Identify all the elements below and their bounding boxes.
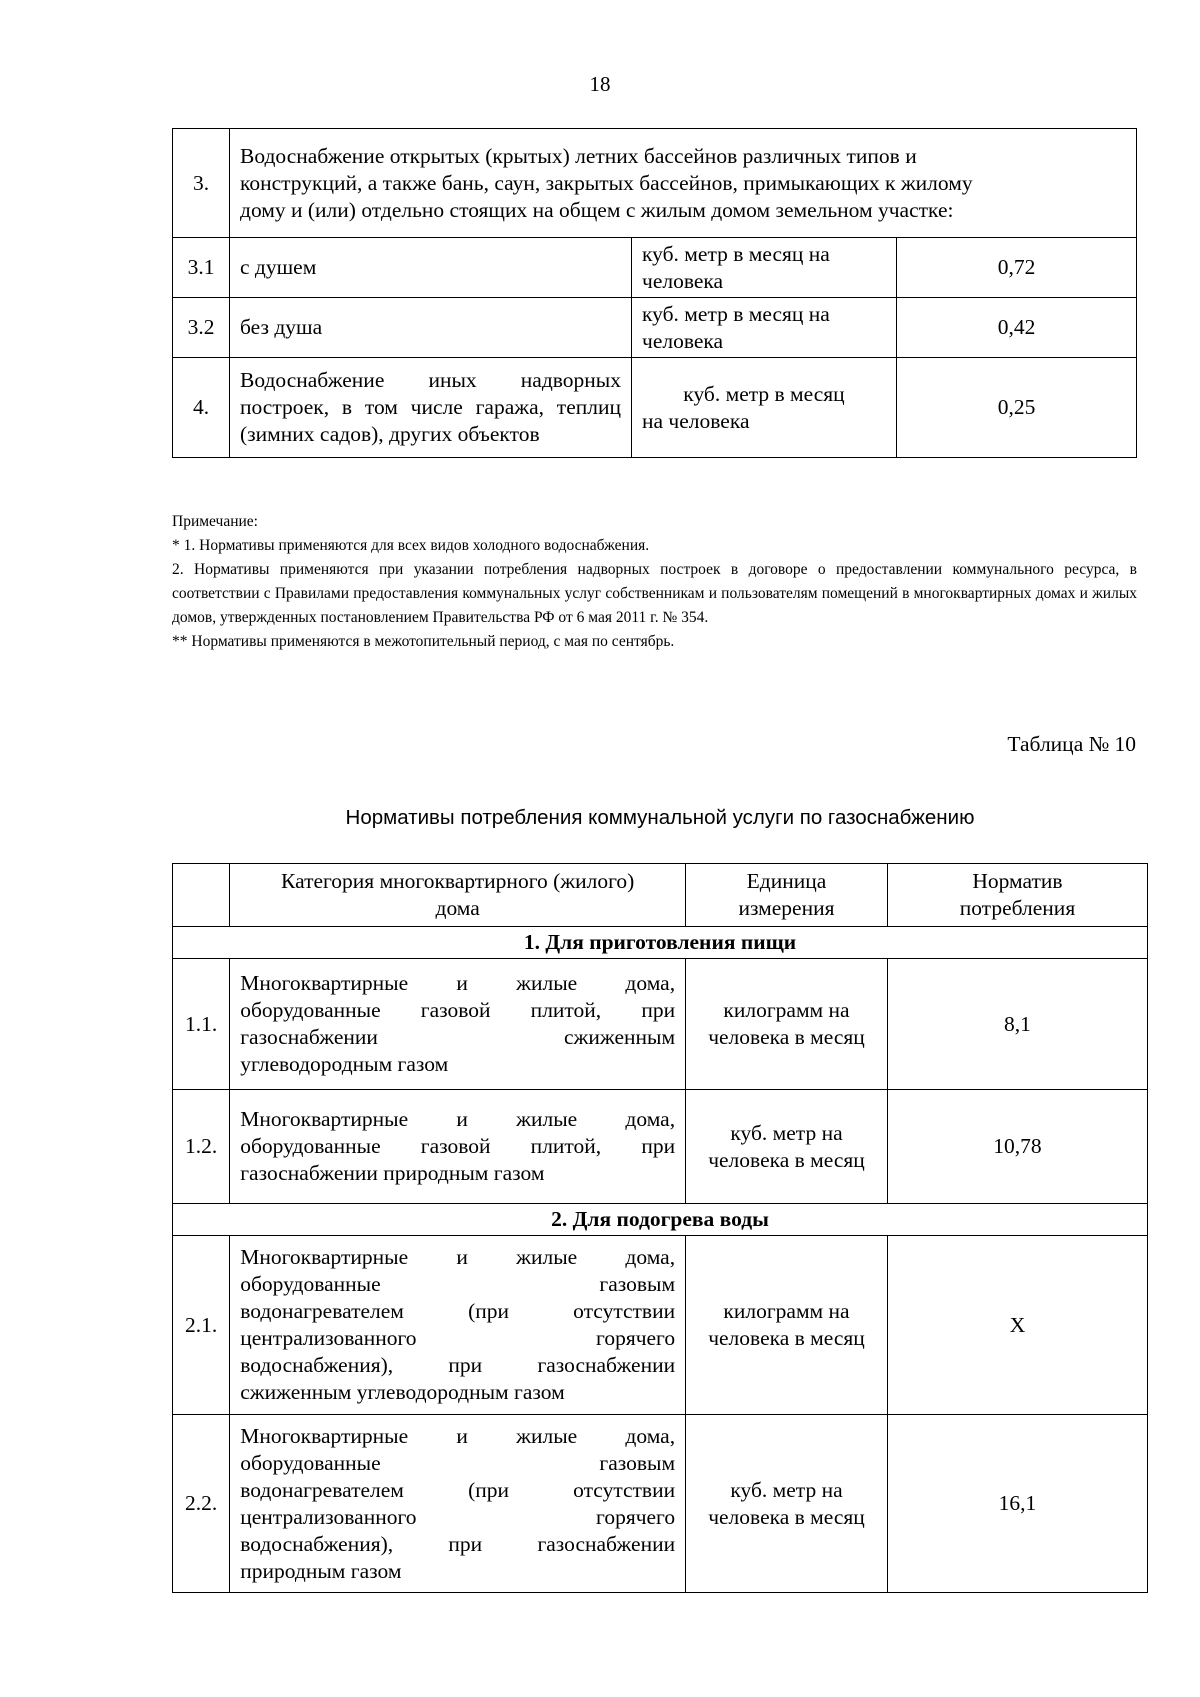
row-value: 16,1 <box>887 1415 1147 1593</box>
row-description: Многоквартирные и жилые дома, оборудованные газовым водонагревателем (при отсутствии централизованного горячего водоснабжения), при газоснабжении сжиженным углеводородным газом <box>230 1236 686 1415</box>
row-description: Многоквартирные и жилые дома, оборудованные газовой плитой, при газоснабжении природным газом <box>230 1090 686 1204</box>
table-row <box>173 1415 1148 1593</box>
row-description: Многоквартирные и жилые дома, оборудованные газовой плитой, при газоснабжении сжиженным углеводородным газом <box>230 959 686 1090</box>
row-unit: куб. метр в месяц на человека <box>632 238 897 298</box>
section-title: 2. Для подогрева воды <box>173 1204 1148 1236</box>
table-header-row <box>173 864 1148 927</box>
page-number: 18 <box>589 72 611 96</box>
header-number-cell <box>173 864 230 927</box>
gas-supply-norms-table <box>172 863 1148 1593</box>
row-value: 0,72 <box>897 238 1137 298</box>
row-unit: килограмм на человека в месяц <box>686 1236 888 1415</box>
row-value: Х <box>887 1236 1147 1415</box>
row-unit: килограмм на человека в месяц <box>686 959 888 1090</box>
table-row <box>173 1236 1148 1415</box>
row-number: 3.1 <box>173 238 230 298</box>
header-norm: Норматив потребления <box>887 864 1147 927</box>
row-number: 1.2. <box>173 1090 230 1204</box>
table-title: Нормативы потребления коммунальной услуги по газоснабжению <box>345 806 975 829</box>
row-description: Водоснабжение иных надворных построек, в том числе гаража, теплиц (зимних садов), других объектов <box>230 358 632 458</box>
row-number: 3. <box>173 129 230 238</box>
row-description: Водоснабжение открытых (крытых) летних бассейнов различных типов и конструкций, а также бань, саун, закрытых бассейнов, примыкающих к жилому дому и (или) отдельно стоящих на общем с жилым домом земельном участке: <box>230 129 1137 238</box>
water-supply-norms-table <box>172 128 1137 458</box>
header-unit: Единица измерения <box>686 864 888 927</box>
row-value: 10,78 <box>887 1090 1147 1204</box>
row-description: с душем <box>230 238 632 298</box>
row-unit: куб. метр на человека в месяц <box>686 1415 888 1593</box>
row-value: 0,25 <box>897 358 1137 458</box>
note-item: ** Нормативы применяются в межотопительный период, с мая по сентябрь. <box>172 633 675 650</box>
row-number: 3.2 <box>173 298 230 358</box>
notes <box>172 510 1137 654</box>
table-row <box>173 959 1148 1090</box>
note-item: * 1. Нормативы применяются для всех видов холодного водоснабжения. <box>172 537 650 554</box>
row-unit: куб. метр в месяц на человека <box>632 358 897 458</box>
row-value: 0,42 <box>897 298 1137 358</box>
row-description: без душа <box>230 298 632 358</box>
row-value: 8,1 <box>887 959 1147 1090</box>
table-row <box>173 129 1137 238</box>
table-row <box>173 358 1137 458</box>
row-number: 2.2. <box>173 1415 230 1593</box>
row-number: 1.1. <box>173 959 230 1090</box>
table-row <box>173 298 1137 358</box>
row-number: 2.1. <box>173 1236 230 1415</box>
section-row <box>173 927 1148 959</box>
section-title: 1. Для приготовления пищи <box>173 927 1148 959</box>
notes-title: Примечание: <box>172 513 258 530</box>
table-label: Таблица № 10 <box>1007 732 1136 756</box>
row-description: Многоквартирные и жилые дома, оборудованные газовым водонагревателем (при отсутствии централизованного горячего водоснабжения), при газоснабжении природным газом <box>230 1415 686 1593</box>
row-number: 4. <box>173 358 230 458</box>
section-row <box>173 1204 1148 1236</box>
header-category: Категория многоквартирного (жилого) дома <box>230 864 686 927</box>
row-unit: куб. метр в месяц на человека <box>632 298 897 358</box>
table-row <box>173 1090 1148 1204</box>
table-row <box>173 238 1137 298</box>
note-item: 2. Нормативы применяются при указании потребления надворных построек в договоре о предоставлении коммунального ресурса, в соответствии с Правилами предоставления коммунальных услуг собственникам и пользователям помещений в многоквартирных домах и жилых домов, утвержденных постановлением Правительства РФ от 6 мая 2011 г. № 354. <box>172 561 1137 626</box>
row-unit: куб. метр на человека в месяц <box>686 1090 888 1204</box>
